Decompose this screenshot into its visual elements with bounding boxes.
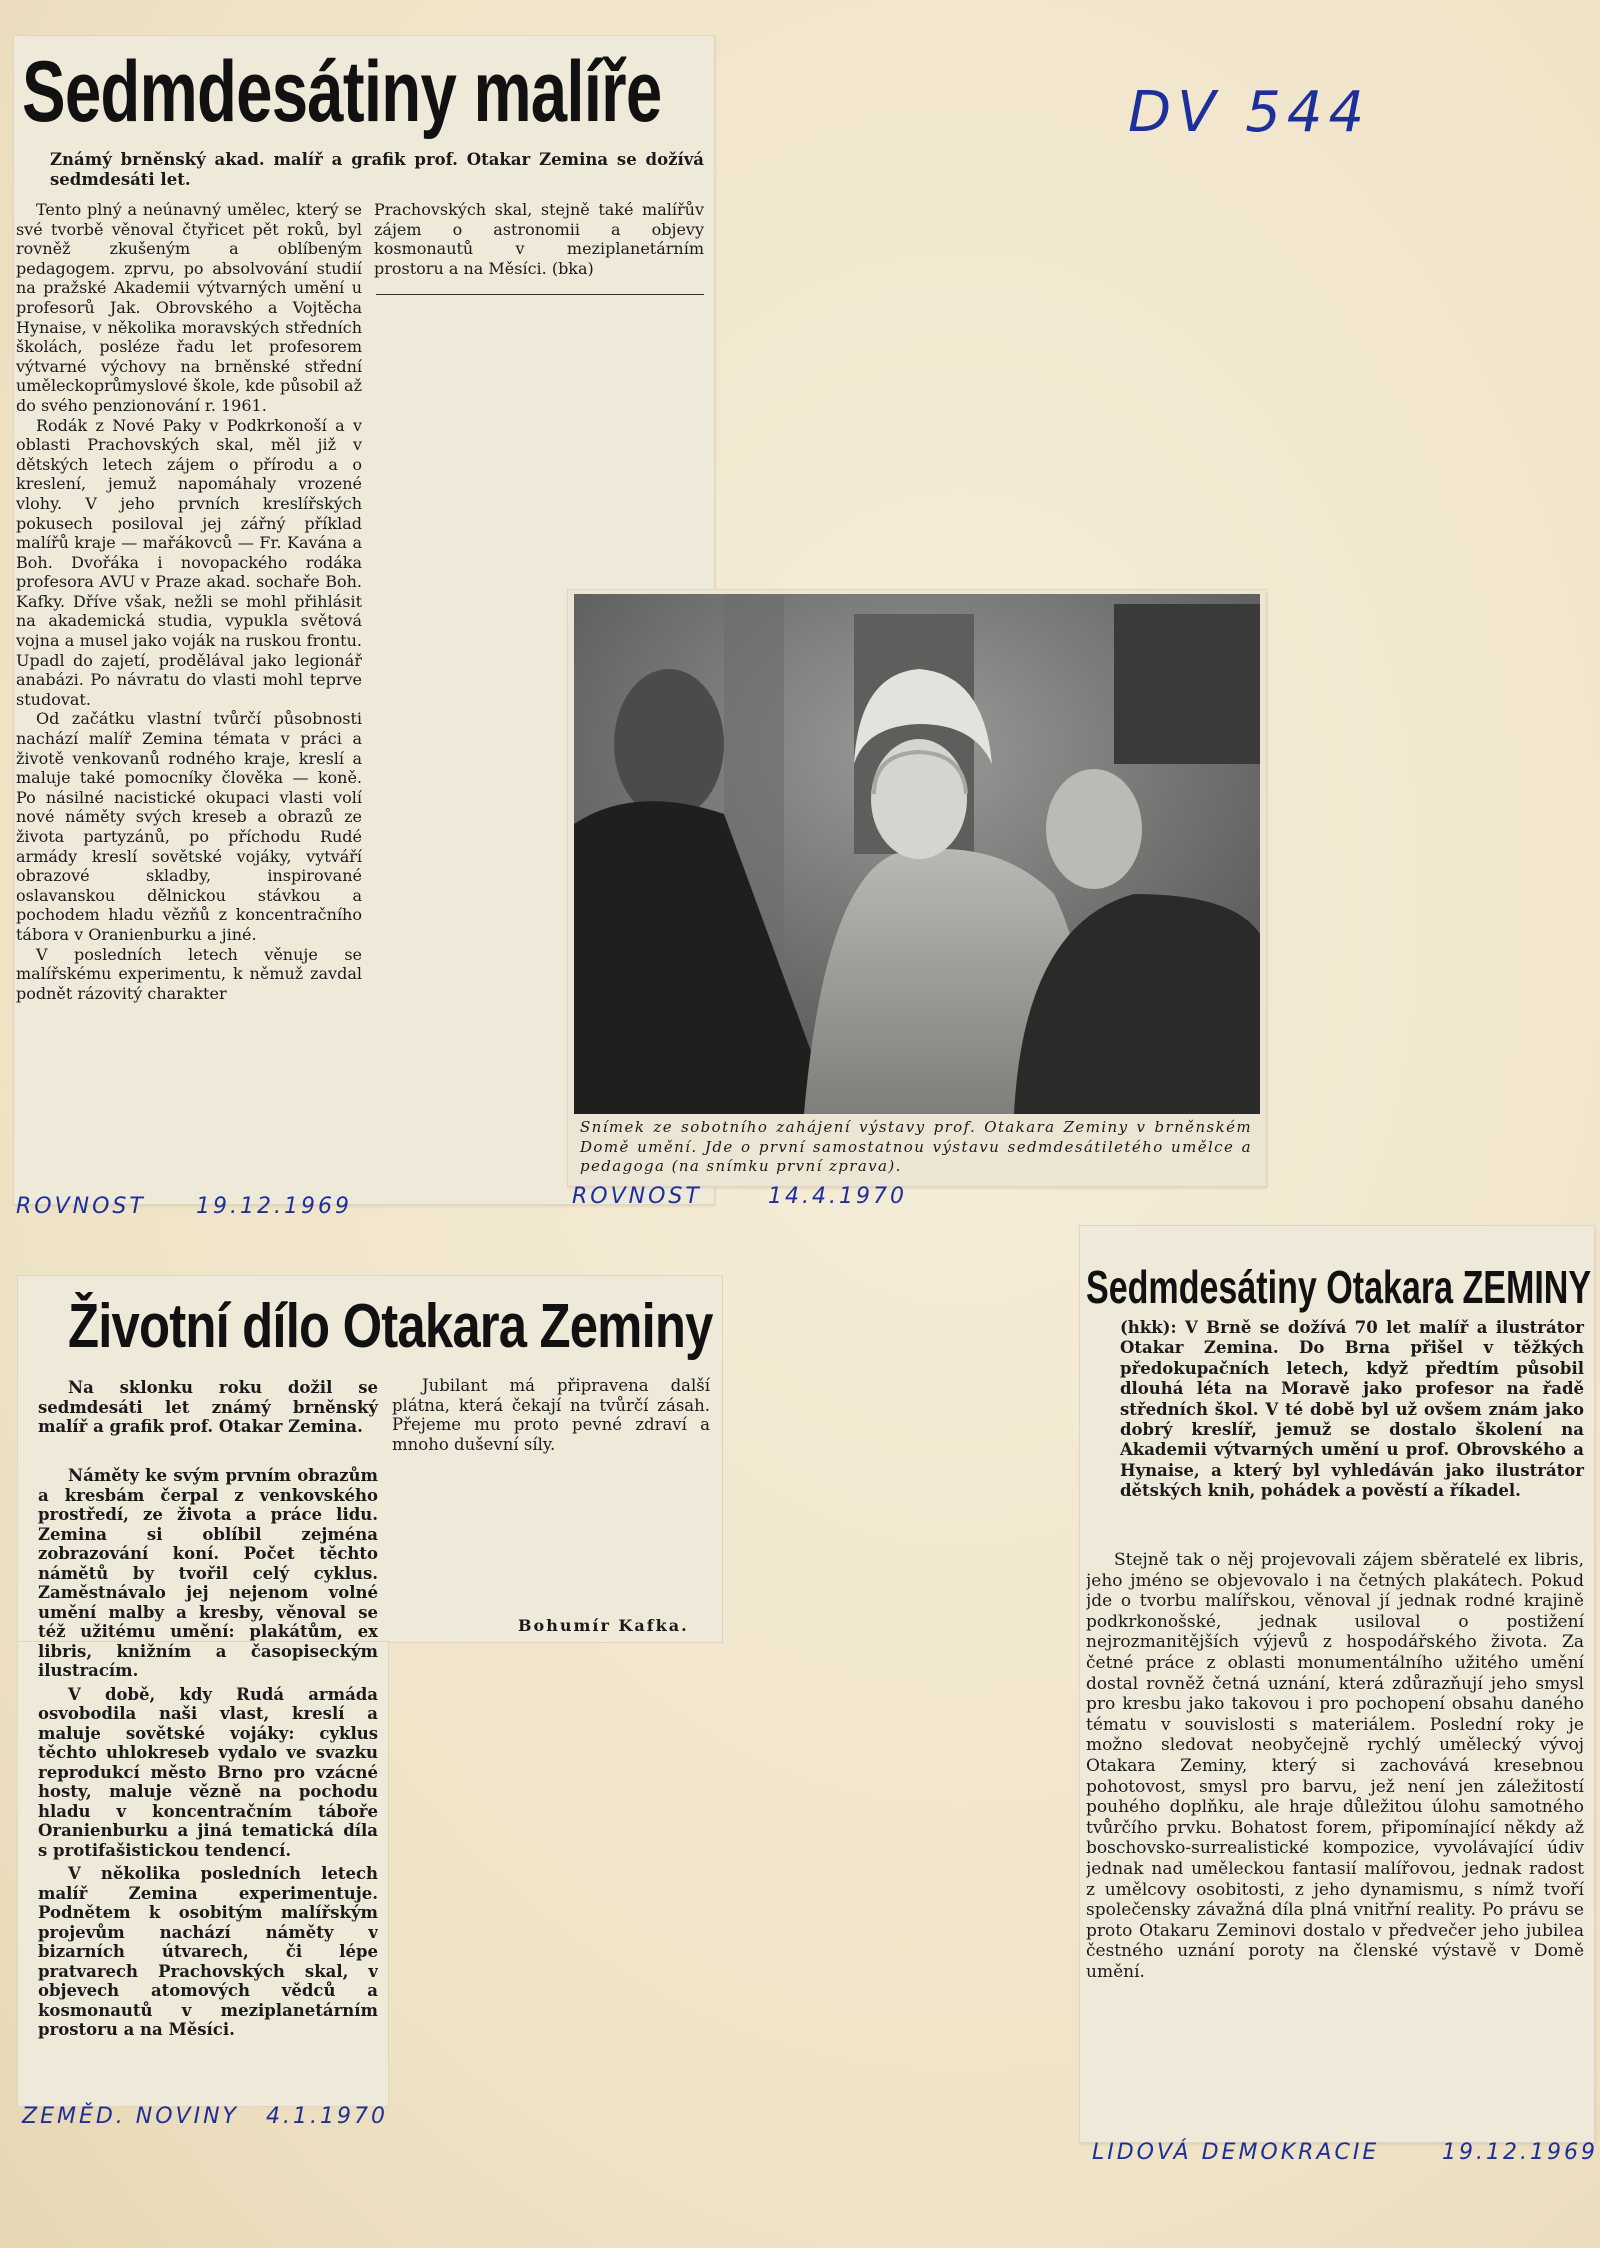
article-2-author: Bohumír Kafka. (518, 1616, 689, 1635)
article-1-lead: Známý brněnský akad. malíř a grafik prof. Otakar Zemina se dožívá sedmdesáti let. (50, 150, 704, 189)
article-2-title: Životní dílo Otakara Zeminy (68, 1292, 713, 1361)
article-2-source: ZEMĚD. NOVINY (22, 2104, 239, 2129)
article-2-paragraph: V době, kdy Rudá armáda osvobodila naši vlast, kreslí a maluje sovětské vojáky: cyklus těchto uhlokreseb vydalo ve svazku reprodukcí město Brno pro vzácné hosty, maluje vězně na pochodu hladu v koncentračním táboře Oranienburku a jiná tematická díla s protifašistickou tendencí. (38, 1684, 378, 1860)
article-1-paragraph: Rodák z Nové Paky v Podkrkonoší a v oblasti Prachovských skal, měl již v dětských letech zájem o přírodu a o kreslení, jemuž napomáhaly vrozené vlohy. V jeho prvních kreslířských pokusech posiloval jej zářný příklad malířů kraje — mařákovců — Fr. Kavána a Boh. Dvořáka i novopackého rodáka profesora AVU v Praze akad. sochaře Boh. Kafky. Dříve však, nežli se mohl přihlásit na akademická studia, vypukla světová vojna a musel jako voják na ruskou frontu. Upadl do zajetí, prodělával jako legionář anabázi. Po návratu do vlasti mohl teprve studovat. (16, 415, 362, 709)
photo-date: 14.4.1970 (768, 1184, 907, 1209)
article-2-clipping (18, 1276, 722, 2106)
article-1-paragraph: Tento plný a neúnavný umělec, který se své tvorbě věnoval čtyřicet pět roků, byl rovněž zkušeným a oblíbeným pedagogem. zprvu, po absolvování studií na pražské Akademii výtvarných umění u profesorů Jak. Obrovského a Vojtěcha Hynaise, v několika moravských středních školách, posléze řadu let profesorem výtvarné výchovy na brněnské střední uměleckoprůmyslové škole, kde působil až do svého penzionování r. 1961. (16, 200, 362, 415)
article-3-source: LIDOVÁ DEMOKRACIE (1092, 2140, 1380, 2165)
article-1-body-col1 (16, 200, 362, 1200)
article-2-paragraph: V několika posledních letech malíř Zemina experimentuje. Podnětem k osobitým malířským projevům nachází náměty v bizarních útvarech, či lépe pratvarech Prachovských skal, v objevech atomových vědců a kosmonautů v meziplanetárním prostoru a na Měsíci. (38, 1864, 378, 2039)
photo-caption: Snímek ze sobotního zahájení výstavy prof. Otakara Zeminy v brněnském Domě umění. Jde o první samostatnou výstavu sedmdesátiletého umělce a pedagoga (na snímku první zprava). (580, 1118, 1252, 1175)
article-3-lead: (hkk): V Brně se dožívá 70 let malíř a ilustrátor Otakar Zemina. Do Brna přišel v těžkých předokupačních letech, když předtím působil dlouhá léta na Moravě jako profesor na řadě středních škol. V té době byl už ovšem znám jako dobrý kreslíř, jemuž se dostalo školení na Akademii výtvarných umění u prof. Obrovského a Hynaise, a který byl vyhledáván jako ilustrátor dětských knih, pohádek a pověstí a říkadel. (1120, 1318, 1584, 1501)
article-2-paragraph: Náměty ke svým prvním obrazům a kresbám čerpal z venkovského prostředí, ze života a práce lidu. Zemina si oblíbil zejména zobrazování koní. Počet těchto námětů by tvořil celý cyklus. Zaměstnávalo jej nejenom volné umění malby a kresby, věnoval se též užitému umění: plakátům, ex libris, knižním a časopiseckým ilustracím. (38, 1466, 378, 1680)
article-2-lead: Na sklonku roku dožil se sedmdesáti let známý brněnský malíř a grafik prof. Otakar Zemina. (38, 1378, 378, 1436)
article-3-date: 19.12.1969 (1442, 2140, 1598, 2165)
article-3-body: Stejně tak o něj projevovali zájem sběratelé ex libris, jeho jméno se objevovalo i na četných plakátech. Pokud jde o tvorbu malířskou, věnoval jí jednak rodné krajině podkrkonošské, jednak usiloval o postižení nejrozmanitějších výjevů z hospodářského života. Za četné práce z oblasti monumentálního užitého umění dostal rovněž četná uznání, která zdůrazňují jeho smysl pro kresbu jako takovou i pro pochopení obsahu daného tématu v souvislosti s materiálem. Poslední roky je možno sledovat neobyčejně rychlý umělecký vývoj Otakara Zeminy, který si zachovává kresebnou pohotovost, smysl pro barvu, jež není jen záležitostí pouhého doplňku, ale hraje důležitou úlohu samotného tvůrčího prvku. Bohatost forem, připomínající někdy až boschovsko-surrealistické kompozice, vyvolávající údiv jednak nad uměleckou fantasií malířovou, jednak radost z umělcovy osobitosti, z jeho dynamismu, s nímž tvoří společensky závažná díla plná vnitřní reality. Po právu se proto Otakaru Zeminovi dostalo v předvečer jeho jubilea čestného uznání poroty na členské výstavě v Domě umění. (1086, 1550, 1584, 1982)
article-1-body-col2: Prachovských skal, stejně také malířův zájem o astronomii a objevy kosmonautů v meziplanetárním prostoru a na Měsíci. (bka) (374, 200, 704, 278)
article-1-paragraph: V posledních letech věnuje se malířskému experimentu, k němuž zavdal podnět rázovitý charakter (16, 944, 362, 1003)
article-3-title: Sedmdesátiny Otakara ZEMINY (1086, 1261, 1592, 1313)
article-3-clipping (1080, 1226, 1594, 2142)
article-2-col2 (392, 1376, 710, 1454)
article-1-date: 19.12.1969 (196, 1194, 352, 1219)
archive-mark: DV 544 (1128, 80, 1371, 145)
exhibition-photo (574, 594, 1260, 1114)
article-2-col1 (38, 1466, 378, 2102)
article-1-paragraph: Od začátku vlastní tvůrčí působnosti nachází malíř Zemina témata v práci a životě venkovanů rodného kraje, kreslí a maluje také pomocníky člověka — koně. Po násilné nacistické okupaci vlasti volí nové náměty svých kreseb a obrazů ze života partyzánů, po příchodu Rudé armády kreslí sovětské vojáky, vytváří obrazové skladby, inspirované oslavanskou dělnickou stávkou a pochodem hladu vězňů z koncentračního tábora v Oranienburku a jiné. (16, 709, 362, 944)
article-1-end-rule (376, 294, 704, 295)
article-2-date: 4.1.1970 (266, 2104, 388, 2129)
article-1-title: Sedmdesátiny malíře (22, 44, 662, 140)
article-1-source: ROVNOST (16, 1194, 146, 1219)
photo-source: ROVNOST (572, 1184, 702, 1209)
article-2-paragraph: Jubilant má připravena další plátna, která čekají na tvůrčí zásah. Přejeme mu proto pevné zdraví a mnoho duševní síly. (392, 1376, 710, 1454)
photo-clipping (568, 590, 1266, 1186)
